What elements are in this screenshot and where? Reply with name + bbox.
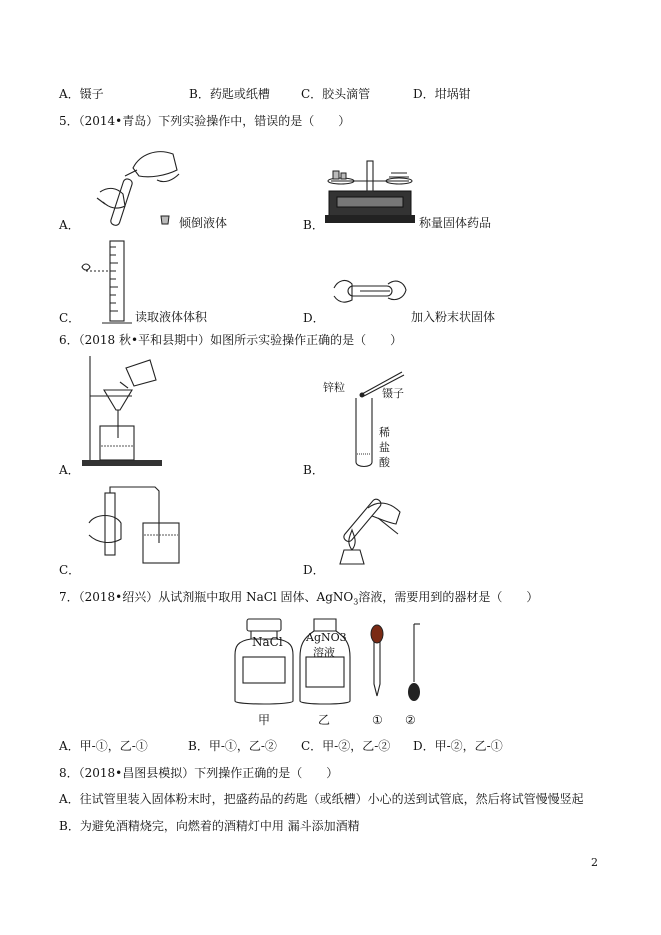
q7-caption-yi: 乙 <box>318 713 331 727</box>
q6-b-acid-label-1: 稀 <box>379 426 390 439</box>
q8-stem: 8．（2018•昌图县模拟）下列操作正确的是（ ） <box>59 766 339 780</box>
q5-b-balance-illustration <box>323 155 418 227</box>
q6-b-zinc-label: 锌粒 <box>323 381 345 394</box>
q6-a-filtration-illustration <box>80 352 175 470</box>
q6-stem: 6．（2018 秋•平和县期中）如图所示实验操作正确的是（ ） <box>59 333 403 347</box>
q6-d-letter: D． <box>303 563 325 577</box>
q6-a-letter: A． <box>59 463 80 477</box>
q7-bottle-agno3-sublabel: 溶液 <box>313 646 335 659</box>
q7-jia-bottle-illustration <box>233 617 295 709</box>
q7-option-c: C．甲-②，乙-② <box>301 739 391 753</box>
q5-a-letter: A． <box>59 218 80 232</box>
q6-c-letter: C． <box>59 563 81 577</box>
q5-d-letter: D． <box>303 311 325 325</box>
q6-c-airtight-illustration <box>85 483 185 569</box>
q6-d-heating-illustration <box>320 488 410 570</box>
q6-b-tweezers-label: 镊子 <box>382 387 404 400</box>
q7-bottle-nacl-label: NaCl <box>252 635 283 649</box>
q7-option-d: D．甲-②，乙-① <box>413 739 503 753</box>
q6-b-acid-label-2: 盐 <box>379 441 390 454</box>
q6-b-letter: B． <box>303 463 324 477</box>
q8-option-b: B．为避免酒精烧完，向燃着的酒精灯中用 漏斗添加酒精 <box>59 819 360 833</box>
q7-stem-pre: 7．（2018•绍兴）从试剂瓶中取用 NaCl 固体、AgNO <box>59 590 354 604</box>
q7-spoon-icon <box>402 622 424 704</box>
q8-option-a: A．往试管里装入固体粉末时，把盛药品的药匙（或纸槽）小心的送到试管底，然后将试管慢慢竖起 <box>59 792 584 806</box>
q4-option-b: B．药匙或纸槽 <box>189 87 270 101</box>
q6-b-acid-label-3: 酸 <box>379 456 390 469</box>
page-number: 2 <box>591 856 598 869</box>
q5-c-caption: 读取液体体积 <box>135 310 208 324</box>
q5-d-caption: 加入粉末状固体 <box>411 310 496 324</box>
q5-b-letter: B． <box>303 218 324 232</box>
q7-stem-post: 溶液，需要用到的器材是（ ） <box>358 590 539 604</box>
q7-stem <box>59 590 538 609</box>
q7-dropper-icon <box>368 624 386 700</box>
q4-option-d: D．坩埚钳 <box>413 87 471 101</box>
q5-d-powder-illustration <box>330 274 410 312</box>
q7-caption-2: ② <box>405 713 416 727</box>
q4-option-c: C．胶头滴管 <box>301 87 371 101</box>
q5-stem: 5．（2014•青岛）下列实验操作中，错误的是（ ） <box>59 114 351 128</box>
q7-bottle-agno3-label: AgNO3 <box>306 631 347 644</box>
q5-a-stopper-icon <box>159 214 171 226</box>
q7-stem-sub: 3 <box>353 597 359 607</box>
q4-option-a: A．镊子 <box>59 87 104 101</box>
q5-a-pouring-illustration <box>95 140 190 235</box>
q7-option-a: A．甲-①，乙-① <box>59 739 148 753</box>
q7-caption-1: ① <box>372 713 383 727</box>
q7-caption-jia: 甲 <box>258 713 271 727</box>
q5-c-letter: C． <box>59 311 81 325</box>
q7-option-b: B．甲-①，乙-② <box>188 739 277 753</box>
q5-b-caption: 称量固体药品 <box>419 216 492 230</box>
q5-a-caption: 倾倒液体 <box>179 216 228 230</box>
